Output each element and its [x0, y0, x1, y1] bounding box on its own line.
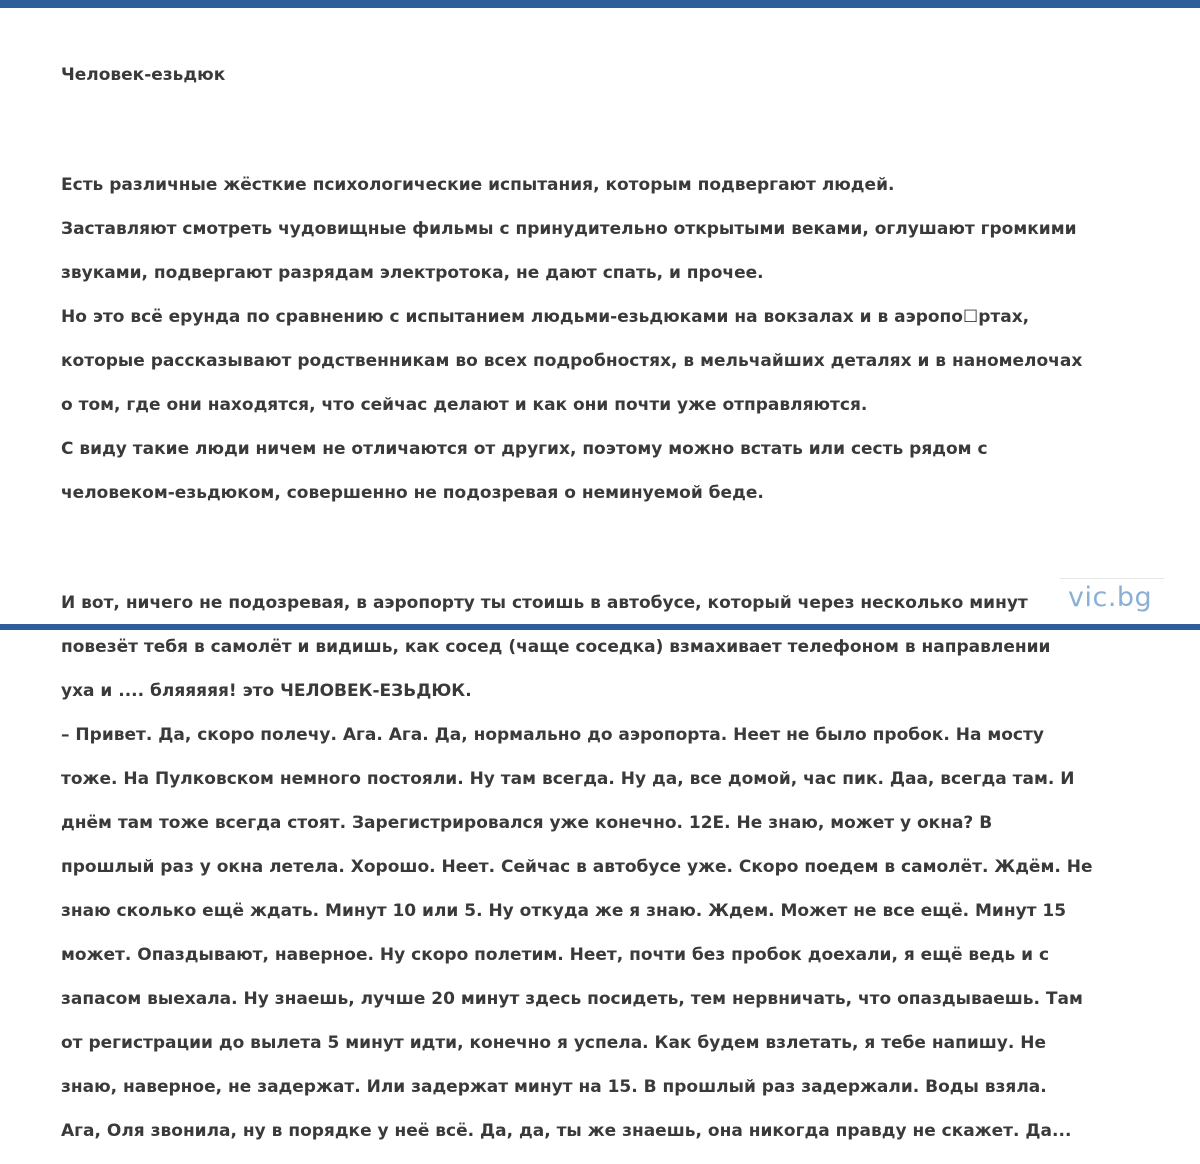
- text-line: – Привет. Да, скоро полечу. Ага. Ага. Да, нормально до аэропорта. Неет не было пробок. На мосту: [61, 725, 1044, 745]
- text-line: которые рассказывают родственникам во всех подробностях, в мельчайших деталях и в наномелочах: [61, 351, 1083, 371]
- brand-divider: [1060, 578, 1164, 579]
- text-line: С виду такие люди ничем не отличаются от других, поэтому можно встать или сесть рядом с: [61, 439, 988, 459]
- text-line: человеком-езьдюком, совершенно не подозревая о неминуемой беде.: [61, 483, 764, 503]
- site-logo[interactable]: vic.bg: [1068, 582, 1153, 613]
- text-line: о том, где они находятся, что сейчас делают и как они почти уже отправляются.: [61, 395, 868, 415]
- text-line: прошлый раз у окна летела. Хорошо. Неет. Сейчас в автобусе уже. Скоро поедем в самолёт. Ждём. Не: [61, 857, 1093, 877]
- text-line: Ага, Оля звонила, ну в порядке у неё всё. Да, да, ты же знаешь, она никогда правду не скажет. Да...: [61, 1121, 1072, 1141]
- text-line: И вот, ничего не подозревая, в аэропорту ты стоишь в автобусе, который через несколько минут: [61, 593, 1028, 613]
- paragraph-gap: [61, 108, 1161, 130]
- bottom-accent-bar: [0, 624, 1200, 630]
- text-line: Есть различные жёсткие психологические испытания, которым подвергают людей.: [61, 175, 895, 195]
- text-line: звуками, подвергают разрядам электротока, не дают спать, и прочее.: [61, 263, 764, 283]
- text-line: днём там тоже всегда стоят. Зарегистрировался уже конечно. 12Е. Не знаю, может у окна? В: [61, 813, 993, 833]
- text-line: от регистрации до вылета 5 минут идти, конечно я успела. Как будем взлетать, я тебе напишу. Не: [61, 1033, 1046, 1053]
- text-line: запасом выехала. Ну знаешь, лучше 20 минут здесь посидеть, тем нервничать, что опаздываешь. Там: [61, 989, 1083, 1009]
- paragraph-gap: [61, 526, 1161, 548]
- article-title: Человек-езьдюк: [61, 65, 226, 85]
- text-line: знаю, наверное, не задержат. Или задержат минут на 15. В прошлый раз задержали. Воды взяла.: [61, 1077, 1047, 1097]
- text-line: может. Опаздывают, наверное. Ну скоро полетим. Неет, почти без пробок доехали, я ещё ведь и с: [61, 945, 1050, 965]
- text-line: знаю сколько ещё ждать. Минут 10 или 5. Ну откуда же я знаю. Ждем. Может не все ещё. Минут 15: [61, 901, 1067, 921]
- text-line: повезёт тебя в самолёт и видишь, как сосед (чаще соседка) взмахивает телефоном в направлении: [61, 637, 1051, 657]
- text-line: тоже. На Пулковском немного постояли. Ну там всегда. Ну да, все домой, час пик. Даа, всегда там. И: [61, 769, 1075, 789]
- text-line: Заставляют смотреть чудовищные фильмы с принудительно открытыми веками, оглушают громкими: [61, 219, 1077, 239]
- text-line: Но это всё ерунда по сравнению с испытанием людьми-езьдюками на вокзалах и в аэропо☐ртах,: [61, 307, 1030, 327]
- article-body: [61, 42, 1161, 1164]
- top-accent-bar: [0, 0, 1200, 8]
- text-line: уха и .... бляяяяя! это ЧЕЛОВЕК-ЕЗЬДЮК.: [61, 681, 472, 701]
